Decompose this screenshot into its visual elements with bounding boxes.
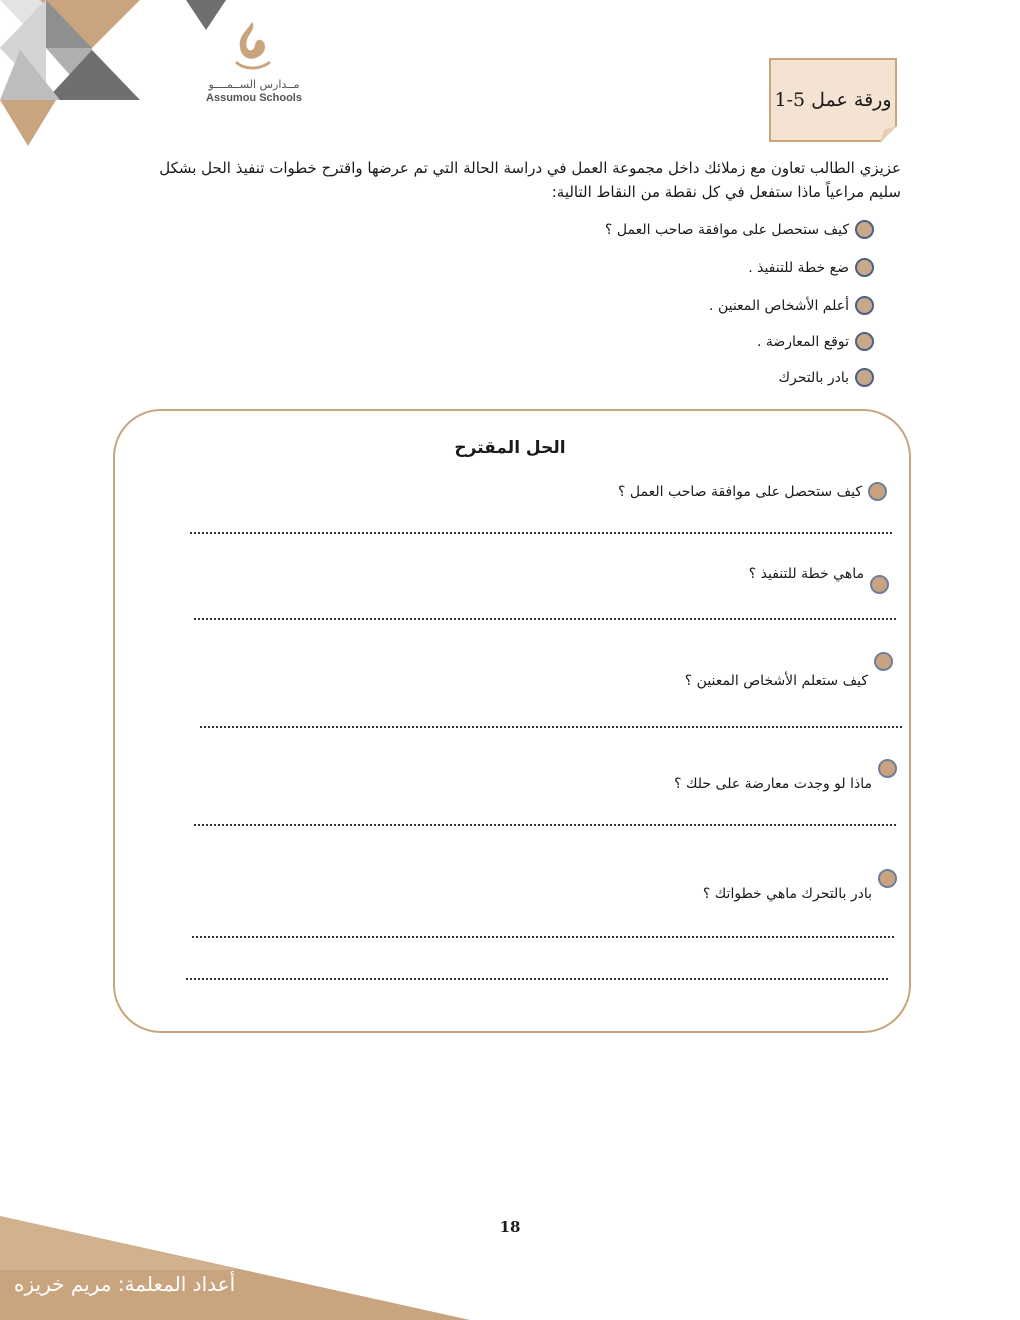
point-text: ضع خطة للتنفيذ . <box>748 259 849 276</box>
answer-line[interactable] <box>190 532 892 534</box>
intro-line-2: سليم مراعياً ماذا ستفعل في كل نقطة من النقاط التالية: <box>551 183 901 201</box>
solution-question <box>703 872 897 902</box>
point-text: كيف ستحصل على موافقة صاحب العمل ؟ <box>605 221 849 238</box>
solution-question <box>674 762 897 792</box>
logo-arabic-text: مــدارس الســمــــو <box>208 78 300 91</box>
answer-line[interactable] <box>186 978 888 980</box>
page-number: 18 <box>499 1218 521 1236</box>
answer-line[interactable] <box>194 824 896 826</box>
point-text: بادر بالتحرك <box>778 369 849 386</box>
intro-line-1: عزيزي الطالب تعاون مع زملائك داخل مجموعة العمل في دراسة الحالة التي تم عرضها واقترح خطوات تنفيذ الحل بشكل <box>159 159 901 177</box>
point-item <box>757 332 874 351</box>
bullet-icon <box>874 652 893 671</box>
footer-decoration <box>0 1210 1020 1320</box>
question-text: ماهي خطة للتنفيذ ؟ <box>748 565 864 582</box>
worksheet-label <box>769 58 897 142</box>
question-text: كيف ستعلم الأشخاص المعنين ؟ <box>684 673 868 689</box>
solution-title: الحل المقترح <box>454 438 566 458</box>
solution-question <box>618 482 887 501</box>
point-text: أعلم الأشخاص المعنين . <box>709 297 849 314</box>
point-item <box>778 368 874 387</box>
point-item <box>709 296 874 315</box>
bullet-icon <box>855 332 874 351</box>
logo-english-text: Assumou Schools <box>206 92 302 104</box>
bullet-icon <box>855 368 874 387</box>
bullet-icon <box>878 759 897 778</box>
school-logo-icon <box>228 18 276 74</box>
point-item <box>748 258 874 277</box>
bullet-icon <box>878 869 897 888</box>
bullet-icon <box>870 575 889 594</box>
question-text: بادر بالتحرك ماهي خطواتك ؟ <box>702 886 872 902</box>
solution-question <box>685 651 893 689</box>
answer-line[interactable] <box>192 936 894 938</box>
point-text: توقع المعارضة . <box>756 333 849 350</box>
answer-line[interactable] <box>200 726 902 728</box>
bullet-icon <box>855 258 874 277</box>
solution-question <box>749 553 889 594</box>
bullet-icon <box>855 296 874 315</box>
intro-paragraph <box>125 156 901 204</box>
point-item <box>605 220 874 239</box>
answer-line[interactable] <box>194 618 896 620</box>
header-decoration <box>0 0 240 150</box>
question-text: ماذا لو وجدت معارضة على حلك ؟ <box>674 776 872 792</box>
bullet-icon <box>868 482 887 501</box>
bullet-icon <box>855 220 874 239</box>
page-fold-icon <box>880 126 898 144</box>
prepared-by-text: أعداد المعلمة: مريم خريزه <box>14 1272 236 1296</box>
question-text: كيف ستحصل على موافقة صاحب العمل ؟ <box>618 483 862 500</box>
worksheet-label-text: ورقة عمل 5-1 <box>774 89 892 111</box>
solution-box <box>113 409 911 1033</box>
